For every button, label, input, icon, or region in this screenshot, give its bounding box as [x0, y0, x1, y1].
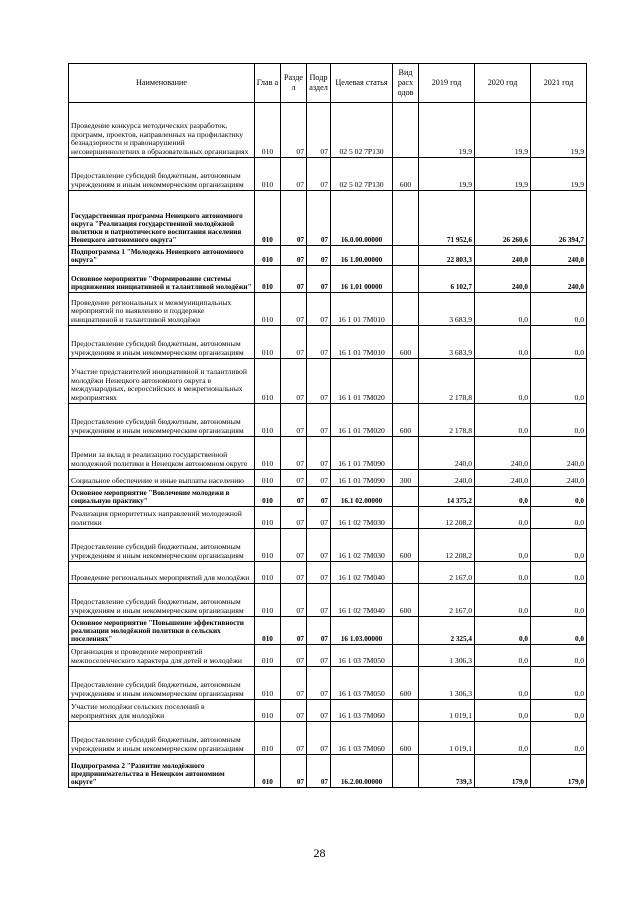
row-2021: 0,0: [531, 722, 587, 755]
row-podrazdel: 07: [307, 722, 331, 755]
row-name: Основное мероприятие "Повышение эффективности реализации молодёжной политики в сельских поселениях": [69, 617, 255, 645]
row-2019: 19,9: [419, 158, 475, 191]
row-podrazdel: 07: [307, 562, 331, 584]
row-razdel: 07: [281, 487, 307, 507]
row-2021: 240,0: [531, 437, 587, 470]
row-statya: 16 1 02 7М040: [331, 562, 393, 584]
header-2019: 2019 год: [419, 64, 475, 103]
row-glava: 010: [255, 246, 281, 266]
row-vid: [393, 246, 419, 266]
row-statya: 16 1 03 7М050: [331, 667, 393, 700]
row-2019: 71 952,6: [419, 191, 475, 246]
table-header-row: [69, 64, 587, 103]
row-2021: 240,0: [531, 266, 587, 293]
header-podrazdel: Подр аздел: [307, 64, 331, 103]
row-vid: 600: [393, 667, 419, 700]
row-razdel: 07: [281, 359, 307, 404]
table-row: [69, 584, 587, 617]
row-2019: 2 167,0: [419, 584, 475, 617]
row-statya: 16.1 02.00000: [331, 487, 393, 507]
row-2020: 0,0: [475, 700, 531, 722]
row-name: Подпрограмма 1 "Молодежь Ненецкого автономного округа": [69, 246, 255, 266]
table-row: [69, 158, 587, 191]
row-statya: 16 1.01 00000: [331, 266, 393, 293]
row-2019: 2 167,0: [419, 562, 475, 584]
row-vid: 600: [393, 158, 419, 191]
row-2019: 19,9: [419, 103, 475, 158]
row-podrazdel: 07: [307, 293, 331, 326]
row-name: Предоставление субсидий бюджетным, автономным учреждениям и иным некоммерческим организациям: [69, 584, 255, 617]
row-2019: 14 375,2: [419, 487, 475, 507]
table-row: [69, 404, 587, 437]
row-name: Предоставление субсидий бюджетным, автономным учреждениям и иным некоммерческим организациям: [69, 667, 255, 700]
row-razdel: 07: [281, 266, 307, 293]
table-row: [69, 487, 587, 507]
row-glava: 010: [255, 404, 281, 437]
table-row: [69, 507, 587, 529]
row-vid: 300: [393, 470, 419, 487]
row-name: Социальное обеспечение и иные выплаты населению: [69, 470, 255, 487]
table-row: [69, 755, 587, 788]
row-2020: 0,0: [475, 507, 531, 529]
row-name: Участие представителей инициативной и талантливой молодёжи Ненецкого автономного округа в международных, всероссийских и межрегиональных мероприятиях: [69, 359, 255, 404]
row-podrazdel: 07: [307, 326, 331, 359]
budget-table: [68, 63, 587, 788]
row-statya: 16 1 01 7М010: [331, 326, 393, 359]
row-razdel: 07: [281, 584, 307, 617]
row-2020: 0,0: [475, 293, 531, 326]
row-vid: 600: [393, 326, 419, 359]
header-name: Наименование: [69, 64, 255, 103]
row-2021: 19,9: [531, 158, 587, 191]
row-glava: 010: [255, 266, 281, 293]
row-podrazdel: 07: [307, 700, 331, 722]
row-glava: 010: [255, 507, 281, 529]
row-vid: [393, 617, 419, 645]
row-podrazdel: 07: [307, 755, 331, 788]
row-name: Премии за вклад в реализацию государственной молодежной политики в Ненецком автономном округе: [69, 437, 255, 470]
row-vid: [393, 293, 419, 326]
row-2019: 12 208,2: [419, 529, 475, 562]
row-razdel: 07: [281, 103, 307, 158]
row-razdel: 07: [281, 529, 307, 562]
row-name: Подпрограмма 2 "Развитие молодёжного предпринимательства в Ненецком автономном округе": [69, 755, 255, 788]
table-row: [69, 562, 587, 584]
header-razdel: Разде л: [281, 64, 307, 103]
row-2019: 2 178,8: [419, 359, 475, 404]
row-name: Проведение региональных мероприятий для молодёжи: [69, 562, 255, 584]
table-row: [69, 293, 587, 326]
row-glava: 010: [255, 722, 281, 755]
row-podrazdel: 07: [307, 103, 331, 158]
row-2021: 0,0: [531, 293, 587, 326]
row-2020: 179,0: [475, 755, 531, 788]
row-2021: 19,9: [531, 103, 587, 158]
row-glava: 010: [255, 645, 281, 667]
row-statya: 16 1 03 7М060: [331, 722, 393, 755]
row-2020: 0,0: [475, 359, 531, 404]
row-2019: 1 019,1: [419, 700, 475, 722]
row-razdel: 07: [281, 158, 307, 191]
row-2019: 1 306,3: [419, 667, 475, 700]
row-statya: 02 5 02 7Р130: [331, 158, 393, 191]
row-glava: 010: [255, 293, 281, 326]
row-razdel: 07: [281, 191, 307, 246]
row-podrazdel: 07: [307, 266, 331, 293]
row-2019: 6 102,7: [419, 266, 475, 293]
row-podrazdel: 07: [307, 529, 331, 562]
row-2020: 0,0: [475, 529, 531, 562]
row-razdel: 07: [281, 507, 307, 529]
header-2021: 2021 год: [531, 64, 587, 103]
row-statya: 02 5 02 7Р130: [331, 103, 393, 158]
row-2021: 0,0: [531, 404, 587, 437]
table-row: [69, 722, 587, 755]
row-vid: [393, 266, 419, 293]
row-2020: 0,0: [475, 326, 531, 359]
row-2020: 26 260,6: [475, 191, 531, 246]
row-podrazdel: 07: [307, 359, 331, 404]
row-vid: 600: [393, 404, 419, 437]
row-vid: [393, 700, 419, 722]
row-statya: 16 1 03 7М060: [331, 700, 393, 722]
row-glava: 010: [255, 529, 281, 562]
row-statya: 16 1 02 7М040: [331, 584, 393, 617]
row-podrazdel: 07: [307, 437, 331, 470]
row-2019: 22 803,3: [419, 246, 475, 266]
table-row: [69, 700, 587, 722]
row-razdel: 07: [281, 722, 307, 755]
row-2020: 0,0: [475, 404, 531, 437]
row-2019: 240,0: [419, 437, 475, 470]
row-name: Основное мероприятие "Вовлечение молодежи в социальную практику": [69, 487, 255, 507]
row-name: Предоставление субсидий бюджетным, автономным учреждениям и иным некоммерческим организациям: [69, 404, 255, 437]
row-2019: 2 178,8: [419, 404, 475, 437]
row-2021: 0,0: [531, 529, 587, 562]
row-glava: 010: [255, 617, 281, 645]
row-glava: 010: [255, 103, 281, 158]
row-podrazdel: 07: [307, 667, 331, 700]
table-row: [69, 266, 587, 293]
row-2019: 2 325,4: [419, 617, 475, 645]
row-name: Основное мероприятие "Формирование системы продвижения инициативной и талантливой молодёжи": [69, 266, 255, 293]
row-vid: 600: [393, 584, 419, 617]
row-podrazdel: 07: [307, 507, 331, 529]
row-razdel: 07: [281, 645, 307, 667]
row-2021: 240,0: [531, 470, 587, 487]
row-2019: 1 019,1: [419, 722, 475, 755]
row-podrazdel: 07: [307, 191, 331, 246]
row-glava: 010: [255, 326, 281, 359]
table-row: [69, 667, 587, 700]
row-name: Участие молодёжи сельских поселений в мероприятиях для молодёжи: [69, 700, 255, 722]
row-vid: [393, 437, 419, 470]
row-2021: 0,0: [531, 700, 587, 722]
row-2020: 240,0: [475, 246, 531, 266]
row-statya: 16 1.00.00000: [331, 246, 393, 266]
row-name: Предоставление субсидий бюджетным, автономным учреждениям и иным некоммерческим организациям: [69, 158, 255, 191]
row-razdel: 07: [281, 667, 307, 700]
row-name: Предоставление субсидий бюджетным, автономным учреждениям и иным некоммерческим организациям: [69, 722, 255, 755]
row-glava: 010: [255, 470, 281, 487]
row-2021: 179,0: [531, 755, 587, 788]
row-vid: [393, 507, 419, 529]
table-row: [69, 645, 587, 667]
row-razdel: 07: [281, 404, 307, 437]
row-name: Проведение конкурса методических разработок, программ, проектов, направленных на профилактику безнадзорности и правонарушений несовершеннолетних в образовательных организациях: [69, 103, 255, 158]
row-statya: 16 1.03.00000: [331, 617, 393, 645]
row-2019: 739,3: [419, 755, 475, 788]
row-razdel: 07: [281, 562, 307, 584]
row-2021: 0,0: [531, 645, 587, 667]
row-razdel: 07: [281, 755, 307, 788]
row-glava: 010: [255, 487, 281, 507]
row-2020: 0,0: [475, 487, 531, 507]
row-vid: [393, 487, 419, 507]
row-2020: 0,0: [475, 562, 531, 584]
row-2020: 0,0: [475, 722, 531, 755]
page-number: 28: [313, 846, 326, 860]
row-razdel: 07: [281, 617, 307, 645]
row-2021: 0,0: [531, 617, 587, 645]
row-name: Реализация приоритетных направлений молодежной политики: [69, 507, 255, 529]
row-statya: 16 1 02 7М030: [331, 529, 393, 562]
row-2019: 1 306,3: [419, 645, 475, 667]
row-razdel: 07: [281, 246, 307, 266]
table-row: [69, 103, 587, 158]
table-row: [69, 191, 587, 246]
row-2021: 0,0: [531, 562, 587, 584]
row-razdel: 07: [281, 700, 307, 722]
row-glava: 010: [255, 700, 281, 722]
row-podrazdel: 07: [307, 158, 331, 191]
row-razdel: 07: [281, 293, 307, 326]
row-podrazdel: 07: [307, 470, 331, 487]
row-podrazdel: 07: [307, 645, 331, 667]
row-2019: 3 683,9: [419, 293, 475, 326]
header-statya: Целевая статья: [331, 64, 393, 103]
row-name: Предоставление субсидий бюджетным, автономным учреждениям и иным некоммерческим организациям: [69, 529, 255, 562]
row-2021: 0,0: [531, 487, 587, 507]
row-vid: [393, 103, 419, 158]
row-name: Организация и проведение мероприятий межпоселенческого характера для детей и молодёжи: [69, 645, 255, 667]
row-vid: [393, 645, 419, 667]
budget-table-sheet: [68, 63, 586, 788]
row-podrazdel: 07: [307, 584, 331, 617]
table-row: [69, 470, 587, 487]
row-statya: 16 1 01 7М020: [331, 359, 393, 404]
row-glava: 010: [255, 562, 281, 584]
row-statya: 16 1 02 7М030: [331, 507, 393, 529]
row-2020: 240,0: [475, 470, 531, 487]
row-2020: 0,0: [475, 617, 531, 645]
row-statya: 16 1 01 7М010: [331, 293, 393, 326]
row-2021: 0,0: [531, 326, 587, 359]
table-row: [69, 359, 587, 404]
row-glava: 010: [255, 584, 281, 617]
row-podrazdel: 07: [307, 487, 331, 507]
row-name: Предоставление субсидий бюджетным, автономным учреждениям и иным некоммерческим организациям: [69, 326, 255, 359]
row-glava: 010: [255, 667, 281, 700]
row-statya: 16.0.00.00000: [331, 191, 393, 246]
table-row: [69, 326, 587, 359]
row-name: Проведение региональных и межмуниципальных мероприятий по выявлению и поддержке инициативной и талантливой молодёжи: [69, 293, 255, 326]
row-glava: 010: [255, 437, 281, 470]
row-razdel: 07: [281, 470, 307, 487]
table-row: [69, 246, 587, 266]
row-podrazdel: 07: [307, 246, 331, 266]
row-glava: 010: [255, 359, 281, 404]
row-glava: 010: [255, 191, 281, 246]
row-statya: 16 1 01 7М090: [331, 470, 393, 487]
row-2021: 0,0: [531, 584, 587, 617]
row-statya: 16 1 01 7М090: [331, 437, 393, 470]
row-2021: 0,0: [531, 359, 587, 404]
row-statya: 16 1 03 7М050: [331, 645, 393, 667]
row-2019: 3 683,9: [419, 326, 475, 359]
row-razdel: 07: [281, 437, 307, 470]
row-podrazdel: 07: [307, 404, 331, 437]
row-podrazdel: 07: [307, 617, 331, 645]
row-glava: 010: [255, 755, 281, 788]
row-glava: 010: [255, 158, 281, 191]
row-2021: 26 394,7: [531, 191, 587, 246]
table-body: [69, 103, 587, 788]
table-row: [69, 437, 587, 470]
row-vid: [393, 359, 419, 404]
row-2019: 240,0: [419, 470, 475, 487]
row-vid: [393, 562, 419, 584]
row-2020: 0,0: [475, 645, 531, 667]
row-2020: 0,0: [475, 667, 531, 700]
row-vid: 600: [393, 529, 419, 562]
header-2020: 2020 год: [475, 64, 531, 103]
table-row: [69, 529, 587, 562]
row-2020: 19,9: [475, 103, 531, 158]
header-vid: Вид расх одов: [393, 64, 419, 103]
row-2020: 240,0: [475, 266, 531, 293]
row-vid: [393, 755, 419, 788]
row-name: Государственная программа Ненецкого автономного округа "Реализация государственной молодёжной политики и патриотического воспитания населения Ненецкого автономного округа": [69, 191, 255, 246]
row-vid: 600: [393, 722, 419, 755]
header-glava: Глав а: [255, 64, 281, 103]
row-statya: 16 1 01 7М020: [331, 404, 393, 437]
table-row: [69, 617, 587, 645]
row-2020: 0,0: [475, 584, 531, 617]
row-2020: 19,9: [475, 158, 531, 191]
row-2019: 12 208,2: [419, 507, 475, 529]
row-2021: 240,0: [531, 246, 587, 266]
row-2021: 0,0: [531, 507, 587, 529]
row-2020: 240,0: [475, 437, 531, 470]
row-vid: [393, 191, 419, 246]
row-razdel: 07: [281, 326, 307, 359]
row-2021: 0,0: [531, 667, 587, 700]
row-statya: 16.2.00.00000: [331, 755, 393, 788]
